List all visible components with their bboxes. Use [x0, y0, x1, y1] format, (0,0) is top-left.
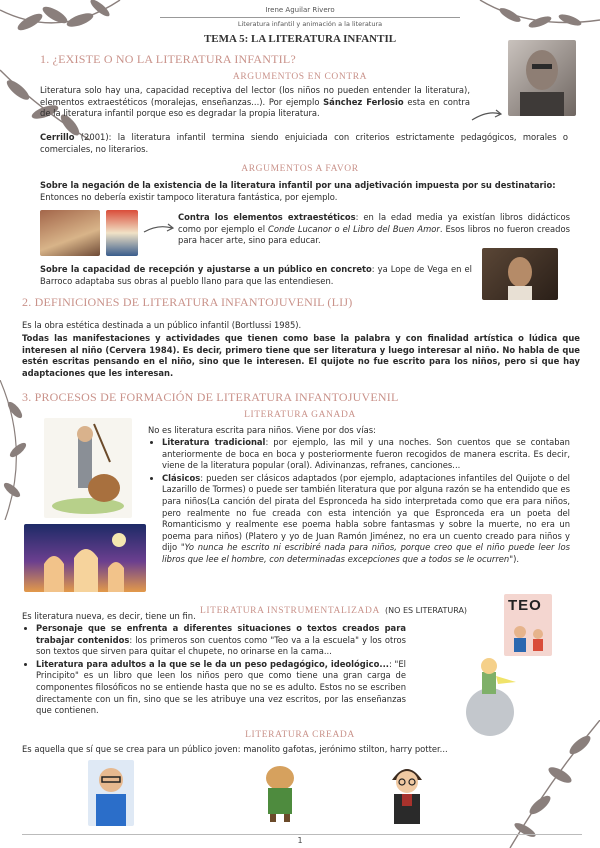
- contra-text-1c: esta en contra de la literatura infantil porque eso es degradar la propia literatura.: [40, 96, 470, 119]
- section1-heading: 1. ¿EXISTE O NO LA LITERATURA INFANTIL?: [40, 52, 296, 66]
- adultos-text: : "El Principito" es un libro que leen los niños pero que como tiene una gran carga de componentes filosóficos no se entiende hasta que no se es adulto. Estos no se escriben directamente con un fin, sino que se les atribuye una vez escritos, por las enseñanzas que contienen.: [36, 658, 406, 716]
- favor-heading: ARGUMENTOS A FAVOR: [241, 164, 359, 174]
- harry-potter-illustration: [382, 758, 432, 828]
- list-item-clasicos: [162, 473, 570, 566]
- list-item-adultos: [36, 659, 406, 717]
- personaje-label: Personaje que se enfrenta a diferentes situaciones o textos creados para trabajar contenidos: [36, 623, 406, 645]
- favor-paragraph-1: Sobre la negación de la existencia de la literatura infantil por una adjetivación impuesta por su destinatario:: [40, 180, 556, 190]
- favor-text-4b: : ya Lope de Vega en el Barroco adaptaba sus obras al pueblo llano para que las entendiesen.: [40, 264, 472, 286]
- author-name: Irene Aguilar Rivero: [265, 6, 335, 14]
- arrow-icon: [142, 222, 176, 238]
- manolito-gafotas-illustration: [88, 760, 134, 826]
- instrumentalizada-note: (NO ES LITERATURA): [385, 606, 468, 615]
- teo-title: TEO: [508, 597, 542, 614]
- favor-paragraph-2: Entonces no debería existir tampoco literatura fantástica, por ejemplo.: [40, 192, 338, 202]
- favor-book-titles: Conde Lucanor o el Libro del Buen Amor: [268, 223, 440, 234]
- list-item-tradicional: [162, 437, 570, 472]
- instrumentalizada-list: [22, 623, 406, 718]
- instrumentalizada-intro: Es literatura nueva, es decir, tiene un fin.: [22, 611, 196, 621]
- medieval-illustration: [40, 210, 100, 256]
- contra-paragraph-1: [40, 85, 470, 120]
- ganada-list: [148, 437, 570, 567]
- clasicos-end: ).: [513, 553, 520, 564]
- book-cover-illustration: [106, 210, 138, 256]
- quijote-illustration: [44, 418, 132, 518]
- tradicional-label: Literatura tradicional: [162, 437, 266, 447]
- favor-text-3d: . Esos libros no fueron creados para hacer arte, sino para educar.: [178, 223, 570, 246]
- header-subtitle: Literatura infantil y animación a la literatura: [237, 20, 383, 28]
- contra-heading: ARGUMENTOS EN CONTRA: [232, 72, 368, 82]
- contra-paragraph-2: [40, 132, 568, 155]
- adultos-label: Literatura para adultos a la que se le da un peso pedagógico, ideológico...: [36, 658, 389, 669]
- arabian-nights-illustration: [24, 524, 146, 592]
- creada-paragraph: Es aquella que sí que se crea para un público joven: manolito gafotas, jerónimo stilton, harry potter...: [22, 744, 448, 754]
- personaje-text: : los primeros son cuentos como "Teo va a la escuela" y los otros son textos que sirven para quitar el chupete, no orinarse en la cama...: [36, 634, 407, 657]
- contra-text-1a: Literatura solo hay una, capacidad receptiva del lector (los niños no pueden entender la literatura), elementos extraestéticos (moralejas, enseñanzas...). Por ejemplo: [40, 85, 470, 107]
- page-number: 1: [297, 836, 303, 845]
- section3-heading: 3. PROCESOS DE FORMACIÓN DE LITERATURA INFANTOJUVENIL: [22, 390, 399, 404]
- definition-paragraph-1: Es la obra estética destinada a un público infantil (Bortlussi 1985).: [22, 320, 302, 330]
- favor-paragraph-4: [40, 264, 472, 287]
- definition-paragraph-2: Todas las manifestaciones y actividades que tienen como base la palabra y con finalidad artística o lúdica que interesen al niño (Cervera 1984). Es decir, primero tiene que ser literatura y luego interesar al niño. No habla de que estén escritas pensando en el niño, sino que le interesen. El quijote no fue escrito para los niños, pero si que hay adaptaciones que les interesan.: [22, 333, 580, 378]
- favor-label-recepcion: Sobre la capacidad de recepción y ajustarse a un público en concreto: [40, 264, 372, 274]
- geronimo-stilton-illustration: [248, 758, 312, 824]
- ganada-intro: No es literatura escrita para niños. Viene por dos vías:: [148, 425, 376, 435]
- contra-author-ferlosio: Sánchez Ferlosio: [323, 96, 404, 107]
- instrumentalizada-heading: LITERATURA INSTRUMENTALIZADA: [200, 606, 380, 616]
- favor-paragraph-3: [178, 212, 570, 247]
- ganada-heading: LITERATURA GANADA: [244, 410, 356, 420]
- little-prince-illustration: [446, 652, 532, 738]
- tradicional-text: : por ejemplo, las mil y una noches. Son cuentos que se contaban anteriormente de boca en boca y posteriormente fueron recogidos de manera escrita. Es decir, viene de la literatura popular (oral). Adivinanzas, refranes, canciones...: [162, 437, 570, 471]
- jimenez-quote: "Yo nunca he escrito ni escribiré nada para niños, porque creo que el niño puede leer los libros que lee el hombre, con determinadas excepciones que a todos se le ocurren": [162, 542, 570, 564]
- section2-heading: 2. DEFINICIONES DE LITERATURA INFANTOJUVENIL (LIJ): [22, 295, 353, 309]
- page-title: TEMA 5: LA LITERATURA INFANTIL: [203, 33, 397, 45]
- teo-book-cover: [504, 594, 552, 656]
- ferlosio-portrait: [508, 40, 576, 116]
- list-item-personaje: [36, 623, 406, 658]
- creada-heading: LITERATURA CREADA: [245, 730, 355, 740]
- arrow-icon: [470, 108, 504, 124]
- contra-text-2b: (2001): la literatura infantil termina siendo enjuiciada con criterios estrictamente pedagógicos, morales o comerciales, no literarios.: [40, 132, 568, 154]
- leaf-branch-bottom-right-decoration: [490, 720, 600, 848]
- lope-de-vega-portrait: [482, 248, 558, 300]
- clasicos-label: Clásicos: [162, 472, 201, 483]
- favor-text-3b: : en la edad media ya existían libros didácticos como por ejemplo el: [178, 212, 571, 234]
- clasicos-text: : pueden ser clásicos adaptados (por ejemplo, adaptaciones infantiles del Quijote o del Lazarillo de Tormes) o puede ser también literatura que por alguna razón se ha entendido que es para niños(La canción del pirata del Espronceda ha sido interpretada como que era para niños, pero realmente no fue creada con esta intención ya que Espronceda era un poeta del Romanticismo y realmente ese poema habla sobre fantasmas y sobre la muerte, no era un poema para niños) (Platero y yo de Juan Ramón Jiménez, no era un cuento creado para niños y dijo: [162, 472, 570, 553]
- header-rule: [160, 17, 460, 18]
- contra-author-cerrillo: Cerrillo: [40, 132, 75, 142]
- favor-label-extraesteticos: Contra los elementos extraestéticos: [178, 212, 356, 222]
- footer-rule: [22, 834, 582, 835]
